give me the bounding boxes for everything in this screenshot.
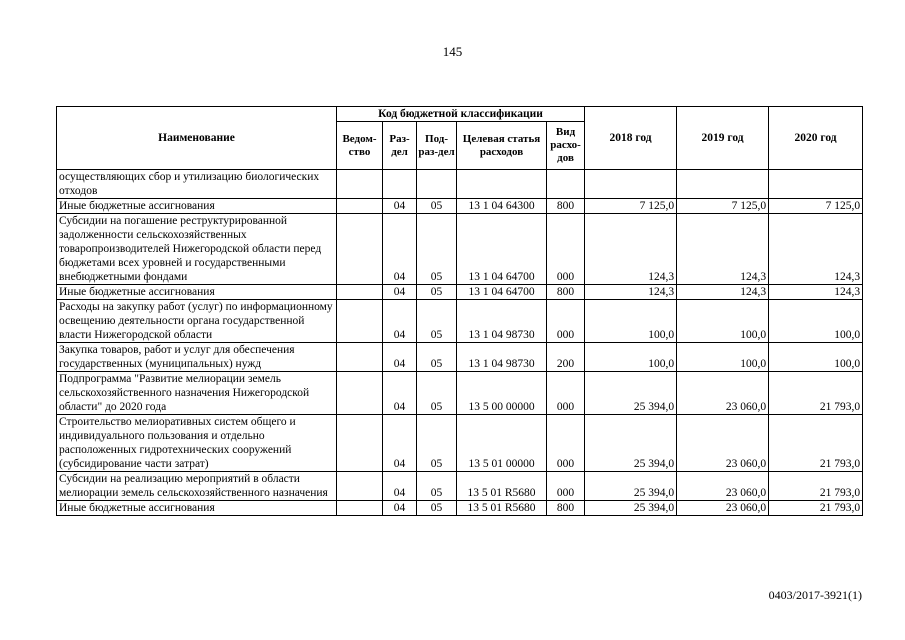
- header-razdel: Раз-дел: [383, 122, 417, 170]
- cell-2019: 23 060,0: [677, 472, 769, 501]
- header-tselevaya-statya: Целевая статья расходов: [457, 122, 547, 170]
- cell-podrazdel: 05: [417, 214, 457, 285]
- cell-tselevaya-statya: 13 1 04 98730: [457, 300, 547, 343]
- cell-2019: 124,3: [677, 285, 769, 300]
- cell-2019: 23 060,0: [677, 415, 769, 472]
- cell-vid-raskhodov: 200: [547, 343, 585, 372]
- cell-2018: 25 394,0: [585, 472, 677, 501]
- cell-2019: 7 125,0: [677, 199, 769, 214]
- cell-2018: 100,0: [585, 300, 677, 343]
- cell-name: Иные бюджетные ассигнования: [57, 285, 337, 300]
- cell-2020: 100,0: [769, 343, 863, 372]
- header-budget-code-group: Код бюджетной классификации: [337, 107, 585, 122]
- cell-podrazdel: 05: [417, 300, 457, 343]
- table-row: [57, 199, 863, 214]
- cell-2020: 7 125,0: [769, 199, 863, 214]
- cell-vid-raskhodov: 000: [547, 415, 585, 472]
- page-number: 145: [442, 44, 463, 59]
- cell-vid-raskhodov: 000: [547, 300, 585, 343]
- table-body: [57, 170, 863, 516]
- cell-podrazdel: 05: [417, 343, 457, 372]
- cell-razdel: 04: [383, 199, 417, 214]
- header-podrazdel: Под-раз-дел: [417, 122, 457, 170]
- cell-name: Закупка товаров, работ и услуг для обеспечения государственных (муниципальных) нужд: [57, 343, 337, 372]
- cell-tselevaya-statya: 13 1 04 64700: [457, 285, 547, 300]
- cell-tselevaya-statya: 13 5 01 R5680: [457, 472, 547, 501]
- cell-vid-raskhodov: 800: [547, 199, 585, 214]
- cell-vedomstvo: [337, 343, 383, 372]
- cell-podrazdel: 05: [417, 372, 457, 415]
- cell-tselevaya-statya: 13 5 01 00000: [457, 415, 547, 472]
- table-row: [57, 214, 863, 285]
- cell-2019: 100,0: [677, 300, 769, 343]
- cell-vid-raskhodov: 000: [547, 372, 585, 415]
- cell-razdel: 04: [383, 343, 417, 372]
- cell-name: Иные бюджетные ассигнования: [57, 199, 337, 214]
- cell-tselevaya-statya: 13 5 01 R5680: [457, 501, 547, 516]
- table-row: [57, 372, 863, 415]
- cell-name: Иные бюджетные ассигнования: [57, 501, 337, 516]
- cell-2018: 124,3: [585, 285, 677, 300]
- cell-name: Субсидии на погашение реструктурированной задолженности сельскохозяйственных товаропроизводителей Нижегородской области перед бюджетами всех уровней и государственными внебюджетными фондами: [57, 214, 337, 285]
- cell-vedomstvo: [337, 170, 383, 199]
- cell-razdel: 04: [383, 300, 417, 343]
- cell-vedomstvo: [337, 501, 383, 516]
- cell-2020: 100,0: [769, 300, 863, 343]
- cell-name: Строительство мелиоративных систем общего и индивидуального пользования и отдельно расположенных гидротехнических сооружений (субсидирование части затрат): [57, 415, 337, 472]
- cell-2020: [769, 170, 863, 199]
- header-2020: 2020 год: [769, 107, 863, 170]
- table-row: [57, 285, 863, 300]
- header-vid-raskhodov: Вид расхо-дов: [547, 122, 585, 170]
- cell-2018: 100,0: [585, 343, 677, 372]
- cell-2020: 124,3: [769, 285, 863, 300]
- cell-name: Субсидии на реализацию мероприятий в области мелиорации земель сельскохозяйственного назначения: [57, 472, 337, 501]
- cell-2019: [677, 170, 769, 199]
- cell-2018: 7 125,0: [585, 199, 677, 214]
- document-code: 0403/2017-3921(1): [768, 588, 862, 602]
- cell-vid-raskhodov: [547, 170, 585, 199]
- cell-podrazdel: 05: [417, 199, 457, 214]
- cell-vedomstvo: [337, 214, 383, 285]
- cell-vedomstvo: [337, 415, 383, 472]
- cell-name: осуществляющих сбор и утилизацию биологических отходов: [57, 170, 337, 199]
- cell-vid-raskhodov: 800: [547, 285, 585, 300]
- cell-razdel: 04: [383, 472, 417, 501]
- header-2019: 2019 год: [677, 107, 769, 170]
- cell-2018: 25 394,0: [585, 501, 677, 516]
- cell-2020: 21 793,0: [769, 415, 863, 472]
- cell-podrazdel: 05: [417, 472, 457, 501]
- cell-tselevaya-statya: 13 5 00 00000: [457, 372, 547, 415]
- cell-2019: 23 060,0: [677, 501, 769, 516]
- cell-name: Расходы на закупку работ (услуг) по информационному освещению деятельности органа государственной власти Нижегородской области: [57, 300, 337, 343]
- cell-podrazdel: 05: [417, 415, 457, 472]
- cell-2020: 124,3: [769, 214, 863, 285]
- budget-table: [56, 106, 863, 516]
- cell-podrazdel: 05: [417, 285, 457, 300]
- table-row: [57, 343, 863, 372]
- cell-vedomstvo: [337, 472, 383, 501]
- cell-2019: 100,0: [677, 343, 769, 372]
- cell-vedomstvo: [337, 199, 383, 214]
- cell-tselevaya-statya: 13 1 04 64300: [457, 199, 547, 214]
- cell-vedomstvo: [337, 285, 383, 300]
- cell-razdel: 04: [383, 501, 417, 516]
- cell-vid-raskhodov: 800: [547, 501, 585, 516]
- header-vedomstvo: Ведом-ство: [337, 122, 383, 170]
- table-row: [57, 501, 863, 516]
- cell-2018: 124,3: [585, 214, 677, 285]
- cell-2018: 25 394,0: [585, 415, 677, 472]
- header-2018: 2018 год: [585, 107, 677, 170]
- cell-razdel: 04: [383, 415, 417, 472]
- cell-podrazdel: 05: [417, 501, 457, 516]
- cell-razdel: 04: [383, 214, 417, 285]
- header-name: Наименование: [57, 107, 337, 170]
- cell-vedomstvo: [337, 372, 383, 415]
- cell-name: Подпрограмма "Развитие мелиорации земель сельскохозяйственного назначения Нижегородской области" до 2020 года: [57, 372, 337, 415]
- table-row: [57, 170, 863, 199]
- cell-2018: [585, 170, 677, 199]
- cell-vid-raskhodov: 000: [547, 472, 585, 501]
- cell-2020: 21 793,0: [769, 501, 863, 516]
- cell-vedomstvo: [337, 300, 383, 343]
- cell-razdel: [383, 170, 417, 199]
- cell-2019: 23 060,0: [677, 372, 769, 415]
- table-row: [57, 472, 863, 501]
- cell-razdel: 04: [383, 372, 417, 415]
- table-row: [57, 300, 863, 343]
- cell-tselevaya-statya: 13 1 04 64700: [457, 214, 547, 285]
- cell-2020: 21 793,0: [769, 472, 863, 501]
- cell-vid-raskhodov: 000: [547, 214, 585, 285]
- cell-tselevaya-statya: 13 1 04 98730: [457, 343, 547, 372]
- cell-podrazdel: [417, 170, 457, 199]
- cell-tselevaya-statya: [457, 170, 547, 199]
- cell-2020: 21 793,0: [769, 372, 863, 415]
- cell-razdel: 04: [383, 285, 417, 300]
- cell-2019: 124,3: [677, 214, 769, 285]
- cell-2018: 25 394,0: [585, 372, 677, 415]
- table-row: [57, 415, 863, 472]
